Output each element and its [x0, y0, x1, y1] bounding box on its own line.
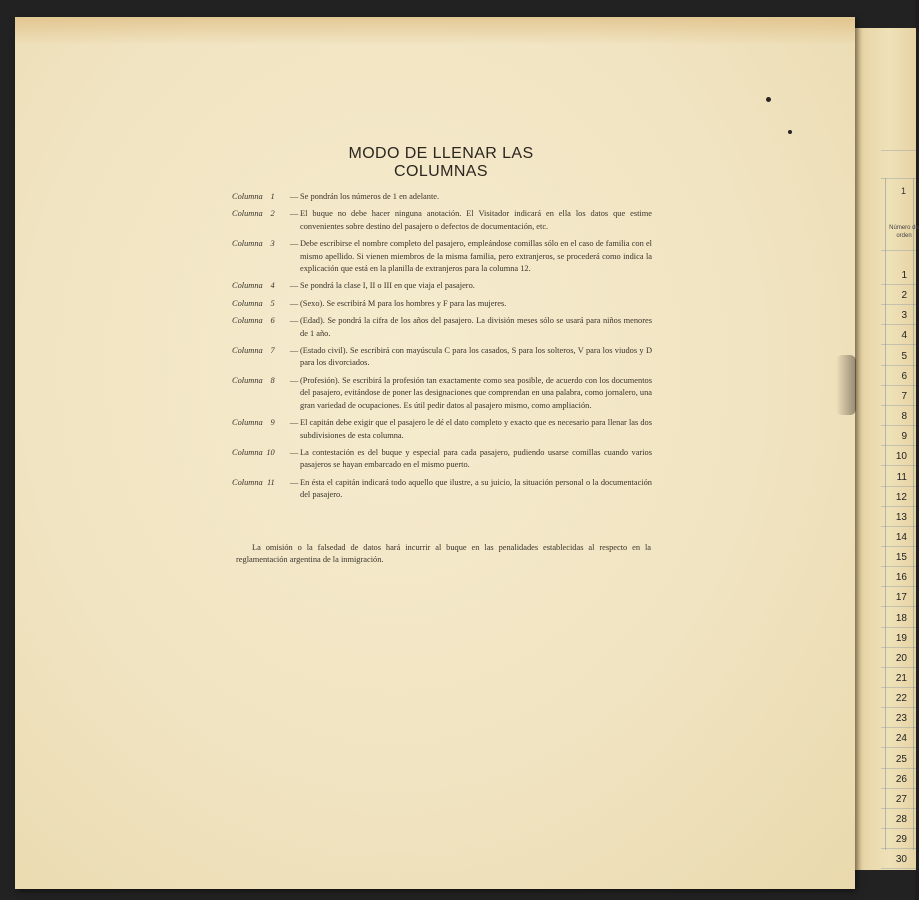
row-rule — [881, 324, 916, 325]
column-label — [232, 315, 288, 340]
column-number: 6 — [270, 316, 275, 326]
column-number: 2 — [270, 209, 275, 219]
column-label — [232, 477, 288, 502]
register-row-number: 2 — [901, 290, 907, 302]
register-row-number: 14 — [895, 531, 907, 543]
row-rule — [881, 425, 916, 426]
column-word: Columna — [232, 418, 263, 428]
document-page — [15, 17, 855, 889]
register-row-number: 5 — [901, 350, 907, 362]
separator-dash: — — [289, 447, 299, 457]
row-rule — [881, 606, 916, 607]
column-number: 8 — [270, 375, 275, 385]
row-rule — [881, 627, 916, 628]
column-word: Columna — [232, 281, 263, 291]
separator-dash: — — [289, 298, 299, 308]
instruction-text: El capitán debe exigir que el pasajero le dé el dato completo y exacto que es necesario para llenar las dos subdivisiones de esta columna. — [300, 418, 652, 440]
column-label — [232, 298, 288, 310]
row-rule — [881, 526, 916, 527]
separator-dash: — — [289, 346, 299, 356]
instruction-entry — [232, 447, 652, 472]
instruction-text: Se pondrá la clase I, II o III en que viaja el pasajero. — [300, 281, 475, 291]
row-rule — [881, 284, 916, 285]
row-rule — [881, 848, 916, 849]
row-rule — [881, 344, 916, 345]
instruction-text: Debe escribirse el nombre completo del pasajero, empleándose comillas sólo en el caso de familia con el mismo apellido. Si vienen miembros de la misma familia, pero extranjeros, se procederá como indica la explicación que está en la planilla de extranjeros para la columna 12. — [300, 239, 652, 274]
instruction-entry — [232, 345, 652, 370]
page-title: MODO DE LLENAR LAS COLUMNAS — [348, 145, 534, 180]
punch-hole — [788, 130, 792, 134]
register-row-number: 6 — [901, 370, 907, 382]
paper-tear — [836, 355, 856, 415]
separator-dash: — — [289, 418, 299, 428]
separator-dash: — — [289, 316, 299, 326]
register-row-number: 10 — [895, 451, 907, 463]
instruction-entry — [232, 238, 652, 275]
instruction-entry — [232, 417, 652, 442]
column-label — [232, 345, 288, 370]
row-rule — [881, 465, 916, 466]
row-rule — [881, 365, 916, 366]
column-number: 10 — [266, 447, 275, 457]
row-rule — [881, 304, 916, 305]
row-rule — [881, 647, 916, 648]
instruction-text: El buque no debe hacer ninguna anotación. El Visitador indicará en ella los datos que estime convenientes sobre destino del pasajero o defectos de documentación, etc. — [300, 209, 652, 231]
register-row-number: 30 — [895, 854, 907, 866]
register-row-number: 15 — [895, 552, 907, 564]
register-row-number: 19 — [895, 632, 907, 644]
row-rule — [881, 546, 916, 547]
register-row-number: 17 — [895, 592, 907, 604]
row-rule — [881, 506, 916, 507]
row-rule — [881, 566, 916, 567]
instruction-entry — [232, 298, 652, 310]
row-rule — [881, 707, 916, 708]
register-row-number: 24 — [895, 733, 907, 745]
register-row-number: 11 — [896, 471, 907, 483]
column-label — [232, 447, 288, 472]
column-instructions — [232, 191, 652, 507]
footer-note: La omisión o la falsedad de datos hará incurrir al buque en las penalidades establecidas al respecto en la reglamentación argentina de la inmigración. — [236, 543, 651, 565]
column-rule — [913, 178, 914, 850]
instruction-text: (Sexo). Se escribirá M para los hombres y F para las mujeres. — [300, 298, 507, 308]
column-word: Columna — [232, 192, 263, 201]
separator-dash: — — [289, 281, 299, 291]
register-row-number: 25 — [895, 753, 907, 765]
row-rule — [881, 687, 916, 688]
register-column-number: 1 — [901, 186, 907, 196]
column-word: Columna — [232, 209, 263, 219]
column-word: Columna — [232, 239, 263, 249]
instruction-entry — [232, 477, 652, 502]
column-label — [232, 191, 288, 203]
column-number: 3 — [270, 239, 275, 249]
register-row-number: 22 — [895, 693, 907, 705]
column-label — [232, 375, 288, 412]
register-row-number: 16 — [895, 572, 907, 584]
column-number: 1 — [270, 192, 275, 201]
register-row-number: 28 — [895, 814, 907, 826]
row-rule — [881, 586, 916, 587]
column-word: Columna — [232, 477, 263, 487]
register-row-number: 1 — [901, 270, 907, 281]
instruction-text: Se pondrán los números de 1 en adelante. — [300, 192, 440, 201]
adjacent-register-page — [850, 28, 919, 870]
register-row-number: 27 — [895, 793, 907, 805]
column-word: Columna — [232, 316, 263, 326]
row-rule — [881, 808, 916, 809]
row-rule — [881, 788, 916, 789]
register-row-number: 8 — [901, 411, 907, 423]
column-label — [232, 280, 288, 292]
register-row-number: 12 — [895, 491, 907, 503]
register-row-number: 4 — [901, 330, 907, 342]
instruction-entry — [232, 280, 652, 292]
separator-dash: — — [289, 239, 299, 249]
register-row-number: 7 — [901, 390, 907, 402]
column-label — [232, 208, 288, 233]
row-rule — [881, 445, 916, 446]
column-word: Columna — [232, 346, 263, 356]
row-rule — [881, 405, 916, 406]
column-number: 5 — [270, 298, 275, 308]
instruction-text: En ésta el capitán indicará todo aquello que ilustre, a su juicio, la situación personal o la documentación del pasajero. — [300, 477, 652, 500]
register-row-number: 3 — [901, 310, 907, 322]
instruction-entry — [232, 315, 652, 340]
instruction-text: (Profesión). Se escribirá la profesión tan exactamente como sea posible, de acuerdo con los documentos del pasajero, evitándose de poner las designaciones que comprendan en una palabra, como jornalero, una gran variedad de ocupaciones. Es útil pedir datos al pasajero mismo, como ampliación. — [300, 375, 652, 410]
column-word: Columna — [232, 375, 263, 385]
column-number: 4 — [270, 281, 275, 291]
column-word: Columna — [232, 298, 263, 308]
instruction-text: (Edad). Se pondrá la cifra de los años del pasajero. La división meses sólo se usará para niños menores de 1 año. — [300, 316, 652, 338]
row-rule — [881, 868, 916, 869]
register-row-number: 23 — [895, 713, 907, 725]
punch-hole — [766, 97, 771, 102]
separator-dash: — — [289, 209, 299, 219]
column-label — [232, 238, 288, 275]
instruction-text: La contestación es del buque y especial para cada pasajero, pudiendo usarse comillas cuando varios pasajeros se hayan embarcado en el mismo puerto. — [300, 447, 652, 470]
register-row-number: 18 — [895, 612, 907, 624]
column-number: 7 — [270, 346, 275, 356]
register-row-number: 29 — [895, 834, 907, 846]
header-rule — [881, 178, 916, 179]
column-word: Columna — [232, 447, 263, 457]
register-row-number: 21 — [895, 673, 907, 684]
row-rule — [881, 667, 916, 668]
separator-dash: — — [289, 477, 299, 487]
row-rule — [881, 768, 916, 769]
row-rule — [881, 828, 916, 829]
register-row-number: 13 — [895, 511, 907, 523]
header-rule — [881, 150, 916, 151]
register-row-number: 9 — [901, 431, 907, 443]
row-rule — [881, 385, 916, 386]
register-row-number: 20 — [895, 652, 907, 664]
column-label — [232, 417, 288, 442]
column-number: 9 — [270, 418, 275, 428]
separator-dash: — — [289, 192, 299, 201]
separator-dash: — — [289, 375, 299, 385]
row-rule — [881, 727, 916, 728]
register-column-label: Número de orden — [889, 225, 919, 239]
row-rule — [881, 747, 916, 748]
row-rule — [881, 486, 916, 487]
instruction-text: (Estado civil). Se escribirá con mayúscula C para los casados, S para los solteros, V para los viudos y D para los divorciados. — [300, 346, 652, 368]
header-rule — [881, 250, 916, 251]
instruction-entry — [232, 375, 652, 412]
instruction-entry — [232, 208, 652, 233]
instruction-entry — [232, 191, 652, 203]
column-number: 11 — [266, 477, 275, 487]
register-row-number: 26 — [895, 773, 907, 785]
